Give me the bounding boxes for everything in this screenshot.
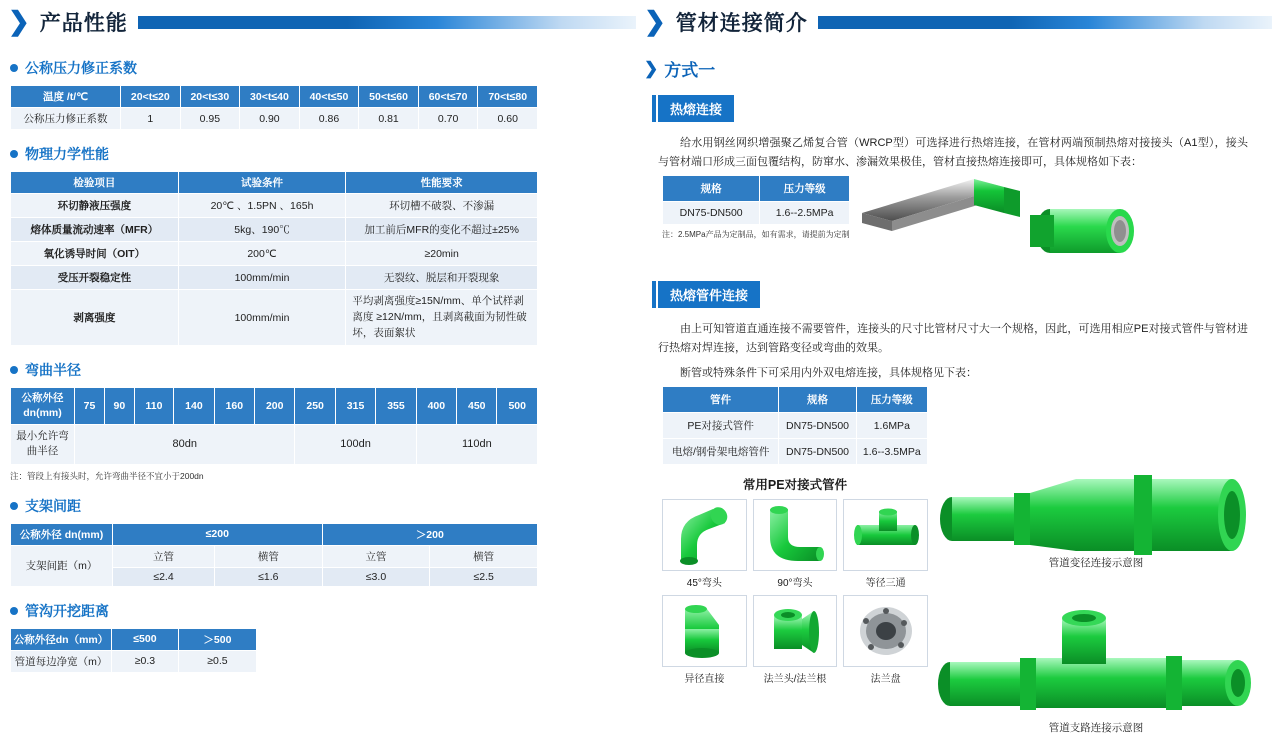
subheading-method-one-label: 方式一 (664, 61, 716, 80)
cell-requirement: 加工前后MFR的变化不超过±25% (346, 218, 538, 242)
th-range-5: 50<t≤60 (359, 86, 419, 108)
gallery-item (753, 595, 838, 685)
th-dn-355: 355 (376, 388, 416, 424)
heading-physical-mechanical-label: 物理力学性能 (25, 146, 109, 162)
th-fitting: 管件 (663, 387, 779, 413)
fitting-caption: 90°弯头 (777, 578, 813, 590)
table-row (11, 424, 538, 464)
bullet-dot-icon (10, 150, 18, 158)
branch-diagram-svg (936, 600, 1256, 720)
heading-pressure-correction (10, 58, 636, 78)
row-label-min-bend-radius: 最小允许弯曲半径 (11, 424, 75, 464)
cell-item: 熔体质量流动速率（MFR） (11, 218, 179, 242)
table-row (11, 266, 538, 290)
fittings-gallery (662, 499, 928, 685)
gallery-item (843, 499, 928, 589)
left-section-banner (0, 0, 636, 44)
table-row (11, 290, 538, 346)
cell-requirement: 平均剥离强度≥15N/mm、单个试样剥离度 ≥12N/mm，且剥离截面为韧性破坏，表面絮状 (346, 290, 538, 346)
fitting-image-frame (753, 499, 838, 571)
table-row (11, 545, 538, 567)
cell-item: 氧化诱导时间（OIT） (11, 242, 179, 266)
bullet-dot-icon (10, 502, 18, 510)
th-group-le200: ≤200 (113, 523, 323, 545)
row-label-clear-width: 管道每边净宽（m） (11, 650, 112, 672)
th-gt500: ＞500 (178, 628, 256, 650)
th-range-7: 70<t≤80 (478, 86, 538, 108)
chevron-right-icon: ❯ (644, 7, 666, 36)
tag-hotmelt-fitting-connection: 热熔管件连接 (658, 281, 760, 308)
th-dn-250: 250 (295, 388, 335, 424)
cell-spec-range: DN75-DN500 (663, 202, 760, 225)
th-dn-160: 160 (214, 388, 254, 424)
row-label-pressure-factor: 公称压力修正系数 (11, 108, 121, 130)
branch-diagram-caption: 管道支路连接示意图 (1048, 722, 1144, 734)
th-range-4: 40<t≤50 (299, 86, 359, 108)
heading-physical-mechanical (10, 144, 636, 164)
chevron-right-small-icon: ❯ (644, 58, 659, 78)
banner-gradient-bar (138, 16, 636, 29)
th-condition: 试验条件 (178, 172, 346, 194)
table-hotmelt-spec (662, 175, 850, 225)
reducer-diagram (936, 455, 1256, 570)
cell-requirement: ≥20min (346, 242, 538, 266)
th-requirement: 性能要求 (346, 172, 538, 194)
fitting-image-frame (843, 595, 928, 667)
th-range-3: 30<t≤40 (240, 86, 300, 108)
reducer-diagram-svg (936, 455, 1256, 555)
right-banner-title: 管材连接简介 (675, 12, 808, 35)
cell-value-2: ≤1.6 (215, 567, 323, 586)
th-temp: 温度 /t/℃ (11, 86, 121, 108)
gallery-item (662, 499, 747, 589)
th-dn-500: 500 (497, 388, 538, 424)
reducer-icon (667, 599, 741, 663)
table-physical-mechanical (10, 171, 538, 346)
cell-condition: 100mm/min (178, 290, 346, 346)
gallery-item (843, 595, 928, 685)
flange-plate-icon (849, 599, 923, 663)
cell-factor-1: 1 (121, 108, 181, 130)
table-header-row (663, 387, 928, 413)
table-support-spacing (10, 523, 538, 587)
cell-sub-vertical-1: 立管 (113, 545, 215, 567)
fitting-caption: 法兰盘 (870, 674, 901, 686)
chevron-right-icon: ❯ (8, 7, 30, 36)
table-fittings-spec (662, 386, 928, 465)
table-bend-radius (10, 387, 538, 464)
cell-fitting-spec: DN75-DN500 (779, 439, 856, 465)
cell-factor-2: 0.95 (180, 108, 240, 130)
th-spec: 规格 (779, 387, 856, 413)
cell-sub-vertical-2: 立管 (322, 545, 430, 567)
table-header-row (11, 628, 257, 650)
cell-trench-2: ≥0.5 (178, 650, 256, 672)
elbow-45-icon (667, 503, 741, 567)
cell-item: 受压开裂稳定性 (11, 266, 179, 290)
cell-pressure-range: 1.6--2.5MPa (760, 202, 850, 225)
bullet-dot-icon (10, 366, 18, 374)
branch-diagram (936, 600, 1256, 735)
th-spec: 规格 (663, 176, 760, 202)
bullet-dot-icon (10, 607, 18, 615)
cell-trench-1: ≥0.3 (112, 650, 179, 672)
tag-hotmelt-connection: 热熔连接 (658, 95, 734, 122)
cell-sub-horizontal-1: 横管 (215, 545, 323, 567)
table-header-row (11, 172, 538, 194)
elbow-90-icon (758, 503, 832, 567)
flange-stub-icon (758, 599, 832, 663)
cell-item: 环切静液压强度 (11, 194, 179, 218)
cell-condition: 100mm/min (178, 266, 346, 290)
th-group-gt200: ＞200 (322, 523, 537, 545)
th-nominal-od: 公称外径 dn(mm) (11, 388, 75, 424)
cell-item: 剥离强度 (11, 290, 179, 346)
th-range-1: 20<t≤20 (121, 86, 181, 108)
cell-factor-4: 0.86 (299, 108, 359, 130)
cell-condition: 200℃ (178, 242, 346, 266)
cell-sub-horizontal-2: 横管 (430, 545, 538, 567)
right-section-banner (636, 0, 1272, 44)
fitting-caption: 45°弯头 (686, 578, 722, 590)
th-dn-140: 140 (174, 388, 214, 424)
fitting-image-frame (843, 499, 928, 571)
table-row (11, 242, 538, 266)
table-row (11, 650, 257, 672)
gallery-item (662, 595, 747, 685)
th-item: 检验项目 (11, 172, 179, 194)
cell-requirement: 无裂纹、脱层和开裂现象 (346, 266, 538, 290)
heading-bend-radius (10, 360, 636, 380)
paragraph-fittings-2: 断管或特殊条件下可采用内外双电熔连接，具体规格见下表： (680, 366, 977, 379)
heading-support-spacing-label: 支架间距 (25, 497, 81, 514)
fitting-image-frame (662, 595, 747, 667)
th-dn-75: 75 (75, 388, 105, 424)
cell-condition: 5kg、190℃ (178, 218, 346, 242)
table-row (663, 439, 928, 465)
banner-gradient-bar (818, 16, 1272, 29)
fitting-image-frame (662, 499, 747, 571)
heading-trench-distance (10, 601, 636, 621)
table-header-row (11, 523, 538, 545)
th-pressure-class: 压力等级 (760, 176, 850, 202)
cell-factor-3: 0.90 (240, 108, 300, 130)
cell-value-3: ≤3.0 (322, 567, 430, 586)
gallery-title: 常用PE对接式管件 (742, 478, 848, 493)
cell-requirement: 环切槽不破裂、不渗漏 (346, 194, 538, 218)
table-row (663, 202, 850, 225)
table-row (11, 218, 538, 242)
table-pressure-correction (10, 85, 538, 130)
th-range-2: 20<t≤30 (180, 86, 240, 108)
cell-condition: 20℃ 、1.5PN 、165h (178, 194, 346, 218)
cell-fitting-pressure: 1.6--3.5MPa (856, 439, 927, 465)
note-hotmelt: 注：2.5MPa产品为定制品，如有需求，请提前为定制 (662, 230, 850, 240)
table-row (11, 194, 538, 218)
cell-fitting-pressure: 1.6MPa (856, 413, 927, 439)
th-range-6: 60<t≤70 (418, 86, 478, 108)
table-header-row (11, 388, 538, 424)
cell-fitting-name: PE对接式管件 (663, 413, 779, 439)
th-pressure-class: 压力等级 (856, 387, 927, 413)
th-dn-400: 400 (416, 388, 456, 424)
th-nominal-od: 公称外径 dn(mm) (11, 523, 113, 545)
th-dn-200: 200 (255, 388, 295, 424)
heading-trench-distance-label: 管沟开挖距离 (25, 602, 109, 619)
reducer-diagram-caption: 管道变径连接示意图 (1048, 557, 1144, 569)
table-trench-distance (10, 628, 257, 673)
cell-factor-7: 0.60 (478, 108, 538, 130)
fitting-image-frame (753, 595, 838, 667)
table-row (663, 413, 928, 439)
row-label-support-spacing: 支架间距（m） (11, 545, 113, 586)
cell-value-1: ≤2.4 (113, 567, 215, 586)
note-bend-radius: 注：管段上有接头时，允许弯曲半径不宜小于200dn (10, 470, 204, 481)
th-le500: ≤500 (112, 628, 179, 650)
paragraph-hotmelt: 给水用钢丝网织增强聚乙烯复合管（WRCP型）可选择进行热熔连接，在管材两端预制热熔对接接头（A1型），接头与管材端口形成三面包覆结构，防窜水、渗漏效果极佳，管材直接热熔连接即可，具体规格如下表： (658, 137, 1248, 168)
fitting-caption: 异径直接 (684, 674, 725, 686)
hotmelt-joint-illustration (854, 169, 1154, 265)
fitting-caption: 法兰头/法兰根 (763, 674, 827, 686)
table-header-row (663, 176, 850, 202)
paragraph-fittings-1: 由上可知管道直通连接不需要管件，连接头的尺寸比管材尺寸大一个规格，因此，可选用相应PE对接式管件与管材进行热熔对焊连接，达到管路变径或弯曲的效果。 (658, 323, 1248, 355)
right-column (636, 0, 1272, 755)
heading-pressure-correction-label: 公称压力修正系数 (25, 60, 137, 76)
cell-fitting-name: 电熔/钢骨架电熔管件 (663, 439, 779, 465)
th-dn-90: 90 (104, 388, 134, 424)
table-row (11, 108, 538, 130)
cell-factor-6: 0.70 (418, 108, 478, 130)
gallery-item (753, 499, 838, 589)
cell-bend-group-2: 100dn (295, 424, 416, 464)
th-nominal-od: 公称外径dn（mm） (11, 628, 112, 650)
cell-bend-group-1: 80dn (75, 424, 295, 464)
cell-value-4: ≤2.5 (430, 567, 538, 586)
fitting-caption: 等径三通 (865, 578, 906, 590)
heading-support-spacing (10, 496, 636, 516)
th-dn-450: 450 (457, 388, 497, 424)
th-dn-315: 315 (335, 388, 375, 424)
heading-bend-radius-label: 弯曲半径 (25, 362, 81, 379)
cell-bend-group-3: 110dn (416, 424, 537, 464)
equal-tee-icon (849, 503, 923, 567)
table-header-row (11, 86, 538, 108)
left-banner-title: 产品性能 (39, 12, 128, 35)
subheading-method-one (644, 56, 1272, 81)
cell-fitting-spec: DN75-DN500 (779, 413, 856, 439)
th-dn-110: 110 (134, 388, 173, 424)
hotmelt-joint-svg (854, 169, 1154, 265)
cell-factor-5: 0.81 (359, 108, 419, 130)
bullet-dot-icon (10, 64, 18, 72)
